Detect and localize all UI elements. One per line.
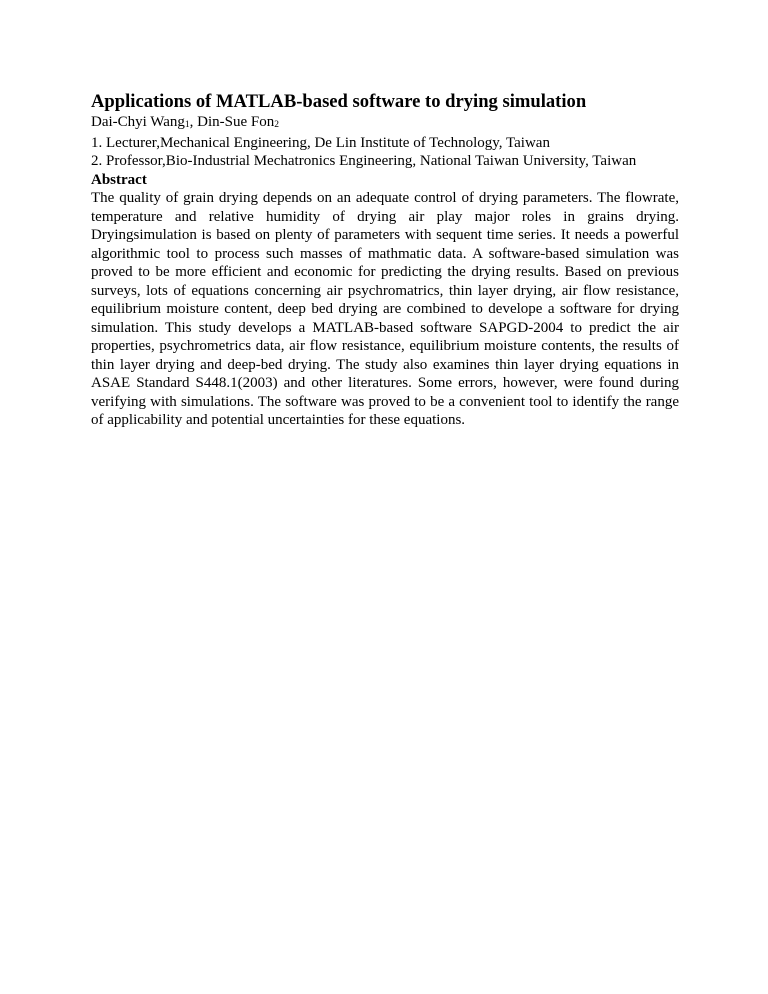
author-separator: , bbox=[189, 114, 198, 130]
paper-page bbox=[91, 91, 679, 430]
author-line bbox=[91, 113, 679, 134]
abstract-body: The quality of grain drying depends on an adequate control of drying parameters. The flowrate, temperature and relative humidity of drying air play major roles in grains drying. Dryingsimulation is based on plenty of parameters with sequent time series. It needs a powerful algorithmic tool to process such masses of mathmatic data. A software-based simulation was proved to be more efficient and economic for predicting the drying results. Based on previous surveys, lots of equations concerning air psychromatrics, thin layer drying, air flow resistance, equilibrium moisture content, deep bed drying are combined to develope a software for drying simulation. This study develops a MATLAB-based software SAPGD-2004 to predict the air properties, psychrometrics data, air flow resistance, equilibrium moisture contents, the results of thin layer drying and deep-bed drying. The study also examines thin layer drying equations in ASAE Standard S448.1(2003) and other literatures. Some errors, however, were found during verifying with simulations. The software was proved to be a convenient tool to identify the range of applicability and potential uncertainties for these equations. bbox=[91, 190, 679, 428]
author-name: Dai-Chyi Wang bbox=[91, 114, 185, 130]
author-affiliation-mark: 1 bbox=[184, 120, 190, 130]
abstract-heading: Abstract bbox=[91, 171, 147, 188]
author-name: Din-Sue Fon bbox=[197, 114, 275, 130]
paper-title: Applications of MATLAB-based software to drying simulation bbox=[91, 91, 587, 112]
affiliation-1: 1. Lecturer,Mechanical Engineering, De Lin Institute of Technology, Taiwan bbox=[91, 134, 550, 151]
affiliation-2: 2. Professor,Bio-Industrial Mechatronics Engineering, National Taiwan University, Taiwan bbox=[91, 153, 637, 169]
author-affiliation-mark: 2 bbox=[274, 120, 280, 130]
